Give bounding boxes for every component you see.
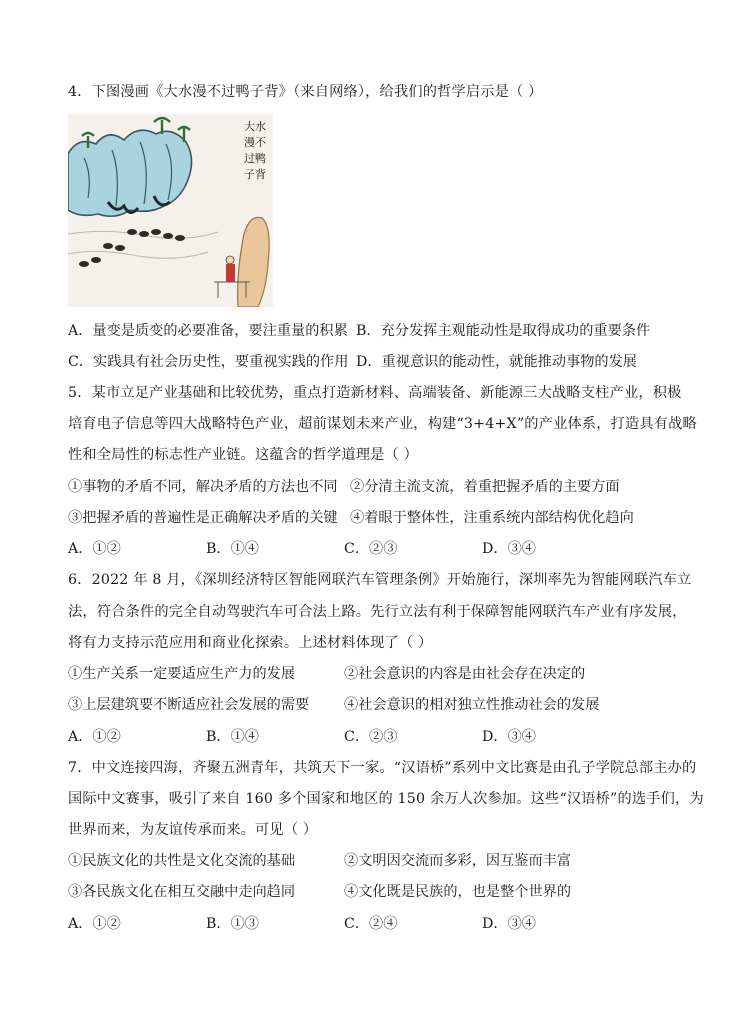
q6-stem-line: 将有力支持示范应用和商业化探索。上述材料体现了（ ） (68, 635, 433, 651)
svg-text:子背: 子背 (244, 168, 266, 181)
q7-stem-line: 国际中文赛事，吸引了来自 160 多个国家和地区的 150 余万人次参加。这些“汉语桥”的选手们，为 (68, 791, 704, 807)
q5-item-3: ③把握矛盾的普遍性是正确解决矛盾的关键 (68, 510, 338, 526)
q6-item-3: ③上层建筑要不断适应社会发展的需要 (68, 697, 310, 713)
q5-stem-line: 性和全局性的标志性产业链。这蕴含的哲学道理是（ ） (68, 447, 419, 463)
q5-item-2: ②分清主流支流，着重把握矛盾的主要方面 (350, 479, 620, 495)
q7-choice-d[interactable]: D．③④ (482, 916, 536, 932)
q7-choice-a[interactable]: A．①② (68, 916, 121, 932)
q6-stem-line: 6．2022 年 8 月，《深圳经济特区智能网联汽车管理条例》开始施行，深圳率先为智能网联汽车立 (68, 572, 692, 588)
q4-option-c[interactable]: C．实践具有社会历史性，要重视实践的作用 (68, 354, 349, 370)
q5-item-4: ④着眼于整体性，注重系统内部结构优化趋向 (350, 510, 634, 526)
q6-choice-a[interactable]: A．①② (68, 729, 121, 745)
q7-stem-line: 世界而来，为友谊传承而来。可见（ ） (68, 822, 318, 838)
q7-stem-line: 7．中文连接四海，齐聚五洲青年，共筑天下一家。“汉语桥”系列中文比赛是由孔子学院总部主办的 (68, 760, 697, 776)
q5-item-1: ①事物的矛盾不同，解决矛盾的方法也不同 (68, 479, 338, 495)
svg-text:漫不: 漫不 (244, 136, 266, 149)
q7-item-2: ②文明因交流而多彩，因互鉴而丰富 (344, 853, 572, 869)
q7-choice-c[interactable]: C．②④ (344, 916, 398, 932)
svg-text:过鸭: 过鸭 (244, 152, 266, 165)
q5-choice-a[interactable]: A．①② (68, 541, 121, 557)
q5-stem-line: 培育电子信息等四大战略特色产业，超前谋划未来产业，构建“3+4+X”的产业体系，打造具有战略 (68, 416, 697, 432)
q4-option-a[interactable]: A．量变是质变的必要准备，要注重量的积累 (68, 323, 348, 339)
q6-item-2: ②社会意识的内容是由社会存在决定的 (344, 666, 586, 682)
q6-choice-c[interactable]: C．②③ (344, 729, 398, 745)
painting-title-col1: 大水 (244, 120, 266, 133)
painting-image (68, 114, 273, 307)
q6-item-4: ④社会意识的相对独立性推动社会的发展 (344, 697, 600, 713)
q4-option-d[interactable]: D．重视意识的能动性，就能推动事物的发展 (356, 354, 637, 370)
q4-option-b[interactable]: B．充分发挥主观能动性是取得成功的重要条件 (356, 323, 651, 339)
q6-choice-d[interactable]: D．③④ (482, 729, 536, 745)
q7-item-1: ①民族文化的共性是文化交流的基础 (68, 853, 296, 869)
q5-choice-b[interactable]: B．①④ (206, 541, 259, 557)
q5-choice-d[interactable]: D．③④ (482, 541, 536, 557)
q7-choice-b[interactable]: B．①③ (206, 916, 259, 932)
q5-choice-c[interactable]: C．②③ (344, 541, 398, 557)
q7-item-3: ③各民族文化在相互交融中走向趋同 (68, 884, 296, 900)
q4-stem: 4．下图漫画《大水漫不过鸭子背》（来自网络），给我们的哲学启示是（ ） (68, 84, 543, 100)
q6-stem-line: 法，符合条件的完全自动驾驶汽车可合法上路。先行立法有利于保障智能网联汽车产业有序发展， (68, 604, 687, 620)
q6-item-1: ①生产关系一定要适应生产力的发展 (68, 666, 296, 682)
q5-stem-line: 5．某市立足产业基础和比较优势，重点打造新材料、高端装备、新能源三大战略支柱产业，积极 (68, 385, 682, 401)
q6-choice-b[interactable]: B．①④ (206, 729, 259, 745)
q7-item-4: ④文化既是民族的，也是整个世界的 (344, 884, 572, 900)
